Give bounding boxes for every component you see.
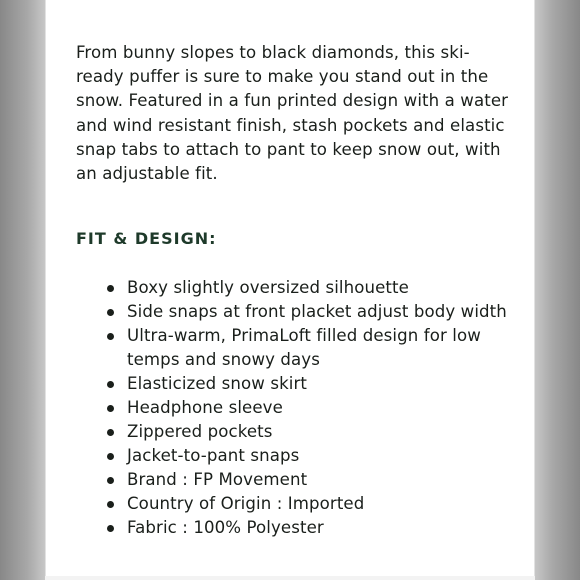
product-description: From bunny slopes to black diamonds, this ski-ready puffer is sure to make you stand out in the snow. Featured in a fun printed design with a water and wind resistant finish, stash pockets and elastic snap tabs to attach to pant to keep snow out, with an adjustable fit. bbox=[76, 43, 509, 184]
list-item: Headphone sleeve bbox=[76, 396, 516, 420]
bullet-icon bbox=[107, 453, 114, 460]
bullet-icon bbox=[107, 309, 114, 316]
bottom-edge bbox=[45, 576, 535, 580]
bullet-icon bbox=[107, 381, 114, 388]
background-right bbox=[534, 0, 580, 580]
feature-list bbox=[76, 276, 516, 540]
fit-design-heading: FIT & DESIGN: bbox=[76, 229, 217, 249]
product-description-card bbox=[45, 0, 535, 580]
list-item: Jacket-to-pant snaps bbox=[76, 444, 516, 468]
list-item: Country of Origin : Imported bbox=[76, 492, 516, 516]
bullet-icon bbox=[107, 525, 114, 532]
list-item: Zippered pockets bbox=[76, 420, 516, 444]
bullet-icon bbox=[107, 477, 114, 484]
list-item: Boxy slightly oversized silhouette bbox=[76, 276, 516, 300]
list-item: Side snaps at front placket adjust body width bbox=[76, 300, 516, 324]
background-left bbox=[0, 0, 46, 580]
bullet-icon bbox=[107, 501, 114, 508]
list-item: Ultra-warm, PrimaLoft filled design for low temps and snowy days bbox=[76, 324, 516, 372]
list-item: Elasticized snow skirt bbox=[76, 372, 516, 396]
list-item: Brand : FP Movement bbox=[76, 468, 516, 492]
bullet-icon bbox=[107, 429, 114, 436]
bullet-icon bbox=[107, 405, 114, 412]
list-item: Fabric : 100% Polyester bbox=[76, 516, 516, 540]
product-details bbox=[76, 41, 516, 540]
bullet-icon bbox=[107, 333, 114, 340]
bullet-icon bbox=[107, 285, 114, 292]
